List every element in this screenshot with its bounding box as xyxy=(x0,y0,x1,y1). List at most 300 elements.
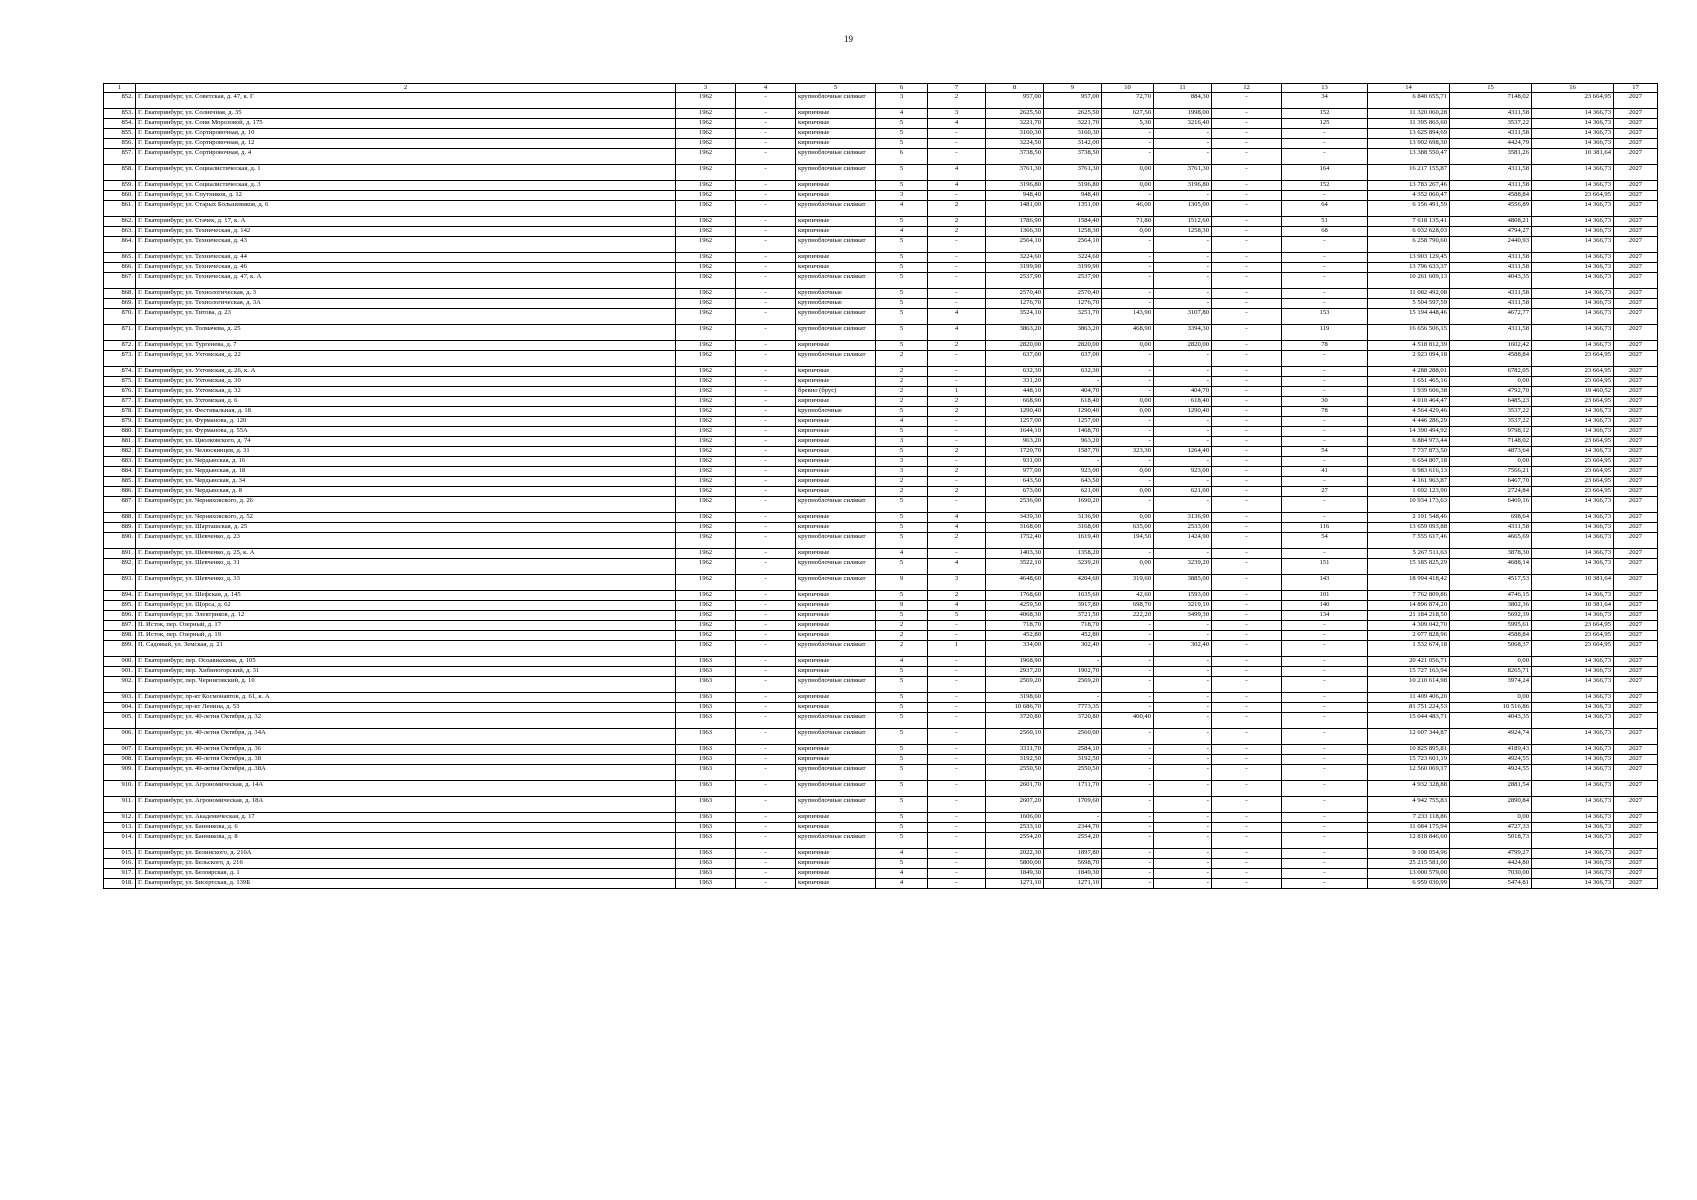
cell-nonresidential-area: - xyxy=(1154,631,1212,641)
cell-nonresidential-area: 1424,90 xyxy=(1154,533,1212,549)
cell-residents: - xyxy=(1282,387,1368,397)
cell-row-number: 894. xyxy=(104,591,136,601)
cell-repair-cost: 1 692 123,90 xyxy=(1368,487,1450,497)
cell-premises-area: 3239,20 xyxy=(1044,559,1102,575)
cell-wall-material: крупноблочные силикат xyxy=(796,309,876,325)
cell-entrances: - xyxy=(928,833,986,849)
cell-address: Г. Екатеринбург, ул. Чердынская, д. 16 xyxy=(136,457,676,467)
cell-area-extra: - xyxy=(1212,165,1282,181)
cell-residential-area: 46,00 xyxy=(1102,201,1154,217)
cell-planned-year: 2027 xyxy=(1614,703,1658,713)
cell-year-built: 1962 xyxy=(676,273,736,289)
cell-cost-per-sqm: 7148,02 xyxy=(1450,437,1532,447)
cell-row-number: 883. xyxy=(104,457,136,467)
cell-total-area: 3311,70 xyxy=(986,745,1044,755)
cell-year-reconstructed: - xyxy=(736,755,796,765)
cell-residential-area: - xyxy=(1102,667,1154,677)
cell-planned-year: 2027 xyxy=(1614,755,1658,765)
cell-premises-area: 1584,40 xyxy=(1044,217,1102,227)
cell-wall-material: кирпичные xyxy=(796,447,876,457)
cell-area-extra: - xyxy=(1212,575,1282,591)
cell-nonresidential-area: - xyxy=(1154,765,1212,781)
cell-max-cost-per-sqm: 14 366,73 xyxy=(1532,703,1614,713)
cell-year-built: 1962 xyxy=(676,497,736,513)
cell-floors: 5 xyxy=(876,407,928,417)
cell-year-built: 1962 xyxy=(676,351,736,367)
cell-year-built: 1962 xyxy=(676,289,736,299)
cell-year-reconstructed: - xyxy=(736,477,796,487)
cell-year-reconstructed: - xyxy=(736,367,796,377)
cell-row-number: 884. xyxy=(104,467,136,477)
cell-wall-material: крупноблочные силикат xyxy=(796,677,876,693)
cell-planned-year: 2027 xyxy=(1614,879,1658,889)
cell-residential-area: 0,00 xyxy=(1102,397,1154,407)
cell-nonresidential-area: - xyxy=(1154,703,1212,713)
cell-nonresidential-area: 884,30 xyxy=(1154,93,1212,109)
cell-row-number: 863. xyxy=(104,227,136,237)
cell-area-extra: - xyxy=(1212,833,1282,849)
cell-nonresidential-area: 3885,00 xyxy=(1154,575,1212,591)
cell-residential-area: - xyxy=(1102,497,1154,513)
cell-year-built: 1962 xyxy=(676,487,736,497)
table-row xyxy=(104,201,1658,217)
cell-max-cost-per-sqm: 14 366,73 xyxy=(1532,745,1614,755)
cell-entrances: - xyxy=(928,693,986,703)
cell-repair-cost: 6 654 807,18 xyxy=(1368,457,1450,467)
cell-year-reconstructed: - xyxy=(736,437,796,447)
cell-max-cost-per-sqm: 23 664,95 xyxy=(1532,631,1614,641)
cell-total-area: 1271,10 xyxy=(986,879,1044,889)
cell-nonresidential-area: - xyxy=(1154,351,1212,367)
cell-year-reconstructed: - xyxy=(736,227,796,237)
cell-address: Г. Екатеринбург, пер. Осоавиахима, д. 105 xyxy=(136,657,676,667)
cell-residents: - xyxy=(1282,513,1368,523)
cell-row-number: 867. xyxy=(104,273,136,289)
cell-entrances: 2 xyxy=(928,397,986,407)
cell-row-number: 852. xyxy=(104,93,136,109)
cell-residential-area: 0,00 xyxy=(1102,407,1154,417)
cell-total-area: 668,90 xyxy=(986,397,1044,407)
cell-residents: 152 xyxy=(1282,181,1368,191)
cell-address: Г. Екатеринбург, ул. Фурманова, д. 120 xyxy=(136,417,676,427)
cell-cost-per-sqm: 4311,58 xyxy=(1450,181,1532,191)
cell-entrances: - xyxy=(928,549,986,559)
cell-planned-year: 2027 xyxy=(1614,427,1658,437)
cell-year-built: 1963 xyxy=(676,765,736,781)
cell-nonresidential-area: - xyxy=(1154,813,1212,823)
cell-floors: 5 xyxy=(876,217,928,227)
cell-year-reconstructed: - xyxy=(736,447,796,457)
cell-area-extra: - xyxy=(1212,533,1282,549)
table-row xyxy=(104,377,1658,387)
cell-address: Г. Екатеринбург, ул. Толмачева, д. 25 xyxy=(136,325,676,341)
cell-max-cost-per-sqm: 14 366,73 xyxy=(1532,667,1614,677)
cell-entrances: - xyxy=(928,377,986,387)
cell-premises-area: 637,00 xyxy=(1044,351,1102,367)
cell-wall-material: кирпичные xyxy=(796,417,876,427)
cell-entrances: - xyxy=(928,351,986,367)
cell-residents: - xyxy=(1282,677,1368,693)
housing-register-table xyxy=(103,83,1658,889)
cell-premises-area: 718,70 xyxy=(1044,621,1102,631)
cell-row-number: 876. xyxy=(104,387,136,397)
cell-entrances: - xyxy=(928,417,986,427)
cell-year-built: 1962 xyxy=(676,427,736,437)
cell-repair-cost: 18 994 418,42 xyxy=(1368,575,1450,591)
cell-cost-per-sqm: 7148,02 xyxy=(1450,93,1532,109)
cell-residential-area: 635,00 xyxy=(1102,523,1154,533)
cell-entrances: - xyxy=(928,427,986,437)
cell-year-reconstructed: - xyxy=(736,397,796,407)
cell-nonresidential-area: 3196,80 xyxy=(1154,181,1212,191)
cell-wall-material: крупноблочные силикат xyxy=(796,273,876,289)
cell-residents: 64 xyxy=(1282,201,1368,217)
cell-area-extra: - xyxy=(1212,351,1282,367)
table-row xyxy=(104,745,1658,755)
table-row xyxy=(104,693,1658,703)
cell-floors: 5 xyxy=(876,755,928,765)
cell-planned-year: 2027 xyxy=(1614,657,1658,667)
cell-area-extra: - xyxy=(1212,611,1282,621)
cell-cost-per-sqm: 4688,14 xyxy=(1450,559,1532,575)
cell-planned-year: 2027 xyxy=(1614,397,1658,407)
cell-floors: 6 xyxy=(876,149,928,165)
cell-repair-cost: 7 762 809,86 xyxy=(1368,591,1450,601)
cell-max-cost-per-sqm: 23 664,95 xyxy=(1532,367,1614,377)
cell-floors: 5 xyxy=(876,289,928,299)
cell-premises-area: 3199,90 xyxy=(1044,263,1102,273)
cell-premises-area: - xyxy=(1044,657,1102,667)
cell-nonresidential-area: - xyxy=(1154,237,1212,253)
cell-premises-area: 452,80 xyxy=(1044,631,1102,641)
cell-max-cost-per-sqm: 14 366,73 xyxy=(1532,677,1614,693)
cell-premises-area: 3192,50 xyxy=(1044,755,1102,765)
cell-floors: 5 xyxy=(876,165,928,181)
cell-nonresidential-area: 1290,40 xyxy=(1154,407,1212,417)
cell-entrances: 3 xyxy=(928,109,986,119)
cell-total-area: 2625,50 xyxy=(986,109,1044,119)
cell-area-extra: - xyxy=(1212,631,1282,641)
cell-repair-cost: 12 818 846,60 xyxy=(1368,833,1450,849)
cell-year-built: 1962 xyxy=(676,325,736,341)
cell-floors: 9 xyxy=(876,575,928,591)
cell-floors: 5 xyxy=(876,497,928,513)
cell-max-cost-per-sqm: 14 366,73 xyxy=(1532,859,1614,869)
cell-floors: 4 xyxy=(876,549,928,559)
cell-planned-year: 2027 xyxy=(1614,549,1658,559)
cell-floors: 5 xyxy=(876,523,928,533)
cell-address: Г. Екатеринбург, ул. Титова, д. 23 xyxy=(136,309,676,325)
table-row xyxy=(104,387,1658,397)
cell-residents: 51 xyxy=(1282,217,1368,227)
cell-entrances: 4 xyxy=(928,523,986,533)
cell-total-area: 3522,10 xyxy=(986,559,1044,575)
cell-address: Г. Екатеринбург, ул. 40-летия Октября, д. 38 xyxy=(136,755,676,765)
cell-year-reconstructed: - xyxy=(736,351,796,367)
cell-residential-area: 698,70 xyxy=(1102,601,1154,611)
cell-max-cost-per-sqm: 10 381,64 xyxy=(1532,149,1614,165)
cell-year-reconstructed: - xyxy=(736,869,796,879)
cell-residential-area: - xyxy=(1102,703,1154,713)
cell-entrances: 2 xyxy=(928,93,986,109)
cell-address: Г. Екатеринбург, ул. Технологическая, д. 3 xyxy=(136,289,676,299)
cell-floors: 3 xyxy=(876,93,928,109)
cell-year-built: 1962 xyxy=(676,387,736,397)
cell-row-number: 899. xyxy=(104,641,136,657)
cell-floors: 4 xyxy=(876,657,928,667)
cell-max-cost-per-sqm: 23 664,95 xyxy=(1532,477,1614,487)
cell-area-extra: - xyxy=(1212,487,1282,497)
cell-area-extra: - xyxy=(1212,119,1282,129)
cell-year-built: 1963 xyxy=(676,729,736,745)
cell-total-area: 3439,30 xyxy=(986,513,1044,523)
cell-max-cost-per-sqm: 14 366,73 xyxy=(1532,289,1614,299)
cell-entrances: 2 xyxy=(928,487,986,497)
cell-year-built: 1962 xyxy=(676,533,736,549)
cell-year-reconstructed: - xyxy=(736,497,796,513)
cell-max-cost-per-sqm: 14 366,73 xyxy=(1532,139,1614,149)
cell-planned-year: 2027 xyxy=(1614,487,1658,497)
cell-repair-cost: 13 000 579,00 xyxy=(1368,869,1450,879)
cell-nonresidential-area: - xyxy=(1154,497,1212,513)
cell-nonresidential-area: - xyxy=(1154,417,1212,427)
cell-wall-material: кирпичные xyxy=(796,263,876,273)
cell-repair-cost: 11 409 406,20 xyxy=(1368,693,1450,703)
cell-area-extra: - xyxy=(1212,729,1282,745)
cell-nonresidential-area: - xyxy=(1154,129,1212,139)
cell-area-extra: - xyxy=(1212,813,1282,823)
column-number-2: 2 xyxy=(136,84,676,93)
cell-max-cost-per-sqm: 14 366,73 xyxy=(1532,325,1614,341)
cell-planned-year: 2027 xyxy=(1614,367,1658,377)
cell-residents: - xyxy=(1282,859,1368,869)
cell-year-built: 1963 xyxy=(676,869,736,879)
cell-total-area: 2022,30 xyxy=(986,849,1044,859)
cell-cost-per-sqm: 3878,30 xyxy=(1450,549,1532,559)
cell-year-built: 1962 xyxy=(676,377,736,387)
cell-repair-cost: 15 727 163,94 xyxy=(1368,667,1450,677)
cell-wall-material: кирпичные xyxy=(796,119,876,129)
cell-wall-material: кирпичные xyxy=(796,667,876,677)
cell-residential-area: 143,90 xyxy=(1102,309,1154,325)
cell-area-extra: - xyxy=(1212,745,1282,755)
cell-planned-year: 2027 xyxy=(1614,813,1658,823)
cell-address: Г. Екатеринбург, ул. Шевченко, д. 25, к. А xyxy=(136,549,676,559)
cell-residential-area: - xyxy=(1102,191,1154,201)
cell-floors: 5 xyxy=(876,273,928,289)
cell-nonresidential-area: - xyxy=(1154,273,1212,289)
cell-area-extra: - xyxy=(1212,447,1282,457)
cell-repair-cost: 4 010 464,47 xyxy=(1368,397,1450,407)
cell-area-extra: - xyxy=(1212,797,1282,813)
cell-planned-year: 2027 xyxy=(1614,631,1658,641)
cell-row-number: 892. xyxy=(104,559,136,575)
cell-premises-area: 618,40 xyxy=(1044,397,1102,407)
table-row xyxy=(104,477,1658,487)
cell-year-reconstructed: - xyxy=(736,377,796,387)
cell-residents: - xyxy=(1282,869,1368,879)
cell-residential-area: 0,00 xyxy=(1102,165,1154,181)
cell-floors: 5 xyxy=(876,693,928,703)
cell-year-reconstructed: - xyxy=(736,299,796,309)
cell-wall-material: кирпичные xyxy=(796,397,876,407)
cell-residents: - xyxy=(1282,823,1368,833)
cell-repair-cost: 4 288 288,01 xyxy=(1368,367,1450,377)
table-row xyxy=(104,797,1658,813)
cell-row-number: 862. xyxy=(104,217,136,227)
cell-premises-area: 1358,20 xyxy=(1044,549,1102,559)
cell-cost-per-sqm: 4808,21 xyxy=(1450,217,1532,227)
cell-row-number: 889. xyxy=(104,523,136,533)
cell-residential-area: 400,40 xyxy=(1102,713,1154,729)
cell-planned-year: 2027 xyxy=(1614,621,1658,631)
cell-nonresidential-area: 404,70 xyxy=(1154,387,1212,397)
cell-residents: - xyxy=(1282,427,1368,437)
cell-year-built: 1962 xyxy=(676,149,736,165)
cell-address: Г. Екатеринбург, ул. Сортировочная, д. 4 xyxy=(136,149,676,165)
cell-entrances: 2 xyxy=(928,201,986,217)
table-row xyxy=(104,289,1658,299)
cell-planned-year: 2027 xyxy=(1614,497,1658,513)
cell-floors: 5 xyxy=(876,713,928,729)
cell-address: Г. Екатеринбург, ул. Стачек, д. 17, к. А xyxy=(136,217,676,227)
cell-max-cost-per-sqm: 14 366,73 xyxy=(1532,549,1614,559)
cell-premises-area: 1619,40 xyxy=(1044,533,1102,549)
cell-repair-cost: 15 185 825,29 xyxy=(1368,559,1450,575)
cell-residential-area: - xyxy=(1102,377,1154,387)
cell-floors: 2 xyxy=(876,631,928,641)
cell-year-reconstructed: - xyxy=(736,559,796,575)
cell-cost-per-sqm: 0,00 xyxy=(1450,813,1532,823)
cell-nonresidential-area: 302,40 xyxy=(1154,641,1212,657)
cell-year-built: 1962 xyxy=(676,181,736,191)
table-row xyxy=(104,591,1658,601)
table-row xyxy=(104,621,1658,631)
cell-cost-per-sqm: 4665,69 xyxy=(1450,533,1532,549)
cell-residents: - xyxy=(1282,477,1368,487)
cell-residential-area: - xyxy=(1102,813,1154,823)
cell-area-extra: - xyxy=(1212,765,1282,781)
cell-premises-area: 1290,40 xyxy=(1044,407,1102,417)
cell-residential-area: - xyxy=(1102,477,1154,487)
cell-address: Г. Екатеринбург, ул. Черняховского, д. 52 xyxy=(136,513,676,523)
cell-wall-material: кирпичные xyxy=(796,367,876,377)
cell-premises-area: 7773,35 xyxy=(1044,703,1102,713)
cell-repair-cost: 2 923 094,18 xyxy=(1368,351,1450,367)
cell-cost-per-sqm: 4556,89 xyxy=(1450,201,1532,217)
cell-wall-material: кирпичные xyxy=(796,427,876,437)
cell-address: Г. Екатеринбург, ул. Техническая, д. 43 xyxy=(136,237,676,253)
cell-total-area: 2570,40 xyxy=(986,289,1044,299)
cell-entrances: - xyxy=(928,621,986,631)
cell-total-area: 948,40 xyxy=(986,191,1044,201)
cell-residents: - xyxy=(1282,139,1368,149)
cell-repair-cost: 10 825 895,81 xyxy=(1368,745,1450,755)
cell-repair-cost: 25 215 581,00 xyxy=(1368,859,1450,869)
cell-address: Г. Екатеринбург, ул. Шевченко, д. 23 xyxy=(136,533,676,549)
cell-year-built: 1963 xyxy=(676,657,736,667)
cell-cost-per-sqm: 6485,23 xyxy=(1450,397,1532,407)
cell-area-extra: - xyxy=(1212,641,1282,657)
cell-wall-material: кирпичные xyxy=(796,745,876,755)
table-row xyxy=(104,559,1658,575)
cell-row-number: 904. xyxy=(104,703,136,713)
cell-total-area: 3863,20 xyxy=(986,325,1044,341)
cell-area-extra: - xyxy=(1212,309,1282,325)
cell-residents: 30 xyxy=(1282,397,1368,407)
table-row xyxy=(104,879,1658,889)
cell-planned-year: 2027 xyxy=(1614,217,1658,227)
cell-total-area: 2820,00 xyxy=(986,341,1044,351)
cell-max-cost-per-sqm: 14 366,73 xyxy=(1532,591,1614,601)
cell-premises-area: 3917,80 xyxy=(1044,601,1102,611)
cell-nonresidential-area: 1305,00 xyxy=(1154,201,1212,217)
cell-premises-area: - xyxy=(1044,457,1102,467)
cell-total-area: 1644,10 xyxy=(986,427,1044,437)
table-row xyxy=(104,417,1658,427)
cell-address: Г. Екатеринбург, ул. Белинского, д. 210А xyxy=(136,849,676,859)
table-row xyxy=(104,523,1658,533)
cell-floors: 5 xyxy=(876,859,928,869)
table-header xyxy=(104,84,1658,93)
cell-entrances: 4 xyxy=(928,513,986,523)
cell-row-number: 896. xyxy=(104,611,136,621)
table-row xyxy=(104,631,1658,641)
table-row xyxy=(104,667,1658,677)
cell-row-number: 887. xyxy=(104,497,136,513)
cell-entrances: - xyxy=(928,139,986,149)
cell-entrances: - xyxy=(928,667,986,677)
cell-row-number: 906. xyxy=(104,729,136,745)
cell-premises-area: 643,50 xyxy=(1044,477,1102,487)
cell-planned-year: 2027 xyxy=(1614,591,1658,601)
table-row xyxy=(104,869,1658,879)
cell-total-area: 5800,00 xyxy=(986,859,1044,869)
cell-year-built: 1962 xyxy=(676,119,736,129)
cell-row-number: 901. xyxy=(104,667,136,677)
cell-premises-area: 3720,80 xyxy=(1044,713,1102,729)
cell-year-reconstructed: - xyxy=(736,201,796,217)
cell-residential-area: - xyxy=(1102,781,1154,797)
cell-total-area: 452,80 xyxy=(986,631,1044,641)
cell-year-built: 1962 xyxy=(676,575,736,591)
cell-total-area: 1366,30 xyxy=(986,227,1044,237)
cell-premises-area: 3168,00 xyxy=(1044,523,1102,533)
cell-address: Г. Екатеринбург, ул. 40-летия Октября, д. 38А xyxy=(136,765,676,781)
table-row xyxy=(104,309,1658,325)
cell-year-reconstructed: - xyxy=(736,713,796,729)
cell-planned-year: 2027 xyxy=(1614,377,1658,387)
cell-residential-area: - xyxy=(1102,367,1154,377)
cell-repair-cost: 7 618 135,41 xyxy=(1368,217,1450,227)
cell-row-number: 879. xyxy=(104,417,136,427)
cell-total-area: 673,00 xyxy=(986,487,1044,497)
cell-floors: 4 xyxy=(876,227,928,237)
cell-wall-material: бревно (брус) xyxy=(796,387,876,397)
cell-year-reconstructed: - xyxy=(736,325,796,341)
cell-year-built: 1963 xyxy=(676,879,736,889)
cell-max-cost-per-sqm: 23 664,95 xyxy=(1532,457,1614,467)
cell-total-area: 3192,50 xyxy=(986,755,1044,765)
cell-max-cost-per-sqm: 23 664,95 xyxy=(1532,487,1614,497)
column-number-13: 13 xyxy=(1282,84,1368,93)
table-row xyxy=(104,497,1658,513)
cell-premises-area: 3224,60 xyxy=(1044,253,1102,263)
cell-residential-area: - xyxy=(1102,417,1154,427)
cell-residential-area: - xyxy=(1102,427,1154,437)
cell-total-area: 2533,10 xyxy=(986,823,1044,833)
cell-repair-cost: 4 161 963,87 xyxy=(1368,477,1450,487)
